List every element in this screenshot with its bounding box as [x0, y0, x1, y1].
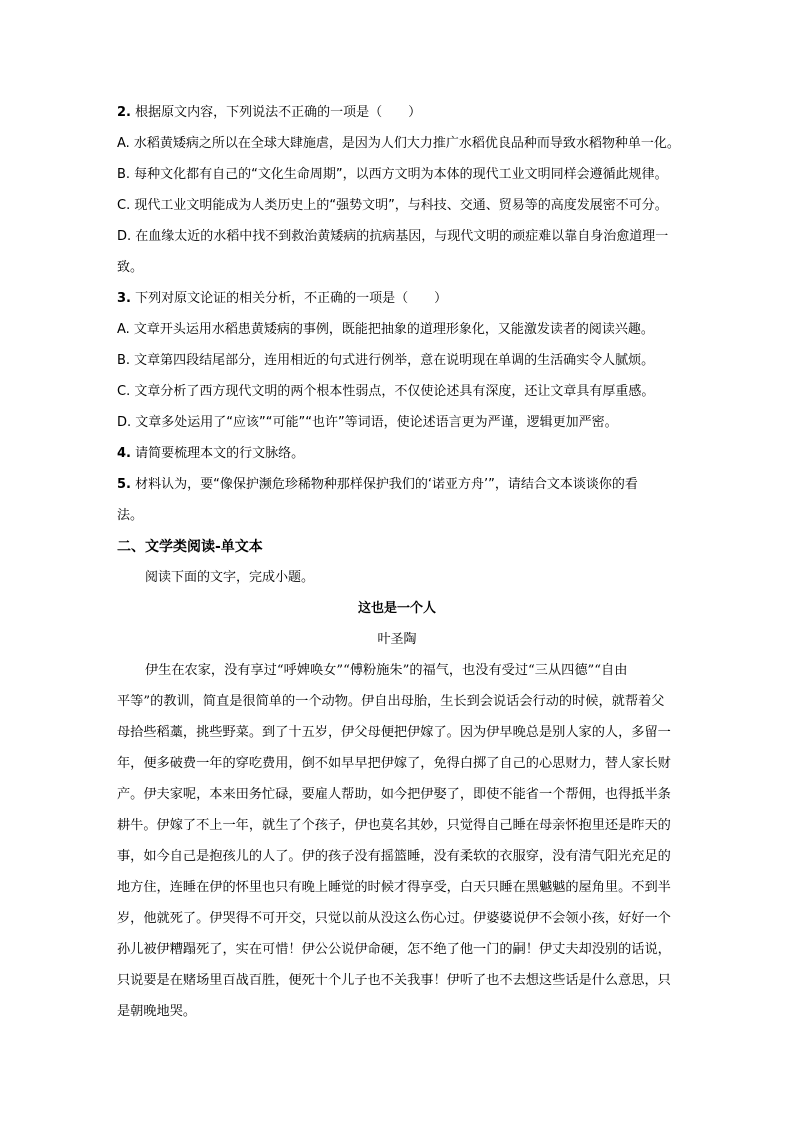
q5-stem-line2: 法。 [117, 508, 144, 523]
section-instruction: 阅读下面的文字，完成小题。 [145, 570, 315, 585]
q2-option-d-line1: D. 在血缘太近的水稻中找不到救治黄矮病的抗病基因，与现代文明的顽症难以靠自身治愈道理一 [117, 229, 669, 244]
story-line: 母拾些稻藁，挑些野菜。到了十五岁，伊父母便把伊嫁了。因为伊早晚总是别人家的人，多留一 [117, 725, 671, 740]
story-line: 平等”的教训，简直是很简单的一个动物。伊自出母胎，生长到会说话会行动的时候，就帮着父 [117, 694, 665, 709]
story-line: 只说要是在赌场里百战百胜，便死十个儿子也不关我事！伊听了也不去想这些话是什么意思，只 [117, 973, 671, 988]
q3-option-a: A. 文章开头运用水稻患黄矮病的事例，既能把抽象的道理形象化，又能激发读者的阅读兴趣。 [117, 322, 654, 337]
story-line: 产。伊夫家呢，本来田务忙碌，要雇人帮助，如今把伊娶了，即使不能省一个帮佣，也得抵半条 [117, 787, 671, 802]
q3-stem: 3. 下列对原文论证的相关分析，不正确的一项是（ ） [117, 291, 448, 306]
story-title: 这也是一个人 [357, 601, 436, 616]
q5-stem-line1: 5. 材料认为，要“像保护濒危珍稀物种那样保护我们的‘诺亚方舟’”，请结合文本谈谈你的看 [117, 477, 638, 492]
story-line: 伊生在农家，没有享过“呼婢唤女”“傅粉施朱”的福气，也没有受过“三从四德”“自由 [145, 663, 628, 678]
q2-option-c: C. 现代工业文明能成为人类历史上的“强势文明”，与科技、交通、贸易等的高度发展密不可分。 [117, 198, 668, 213]
q3-option-b: B. 文章第四段结尾部分，连用相近的句式进行例举，意在说明现在单调的生活确实令人腻烦。 [117, 353, 655, 368]
story-line: 是朝晚地哭。 [117, 1004, 197, 1019]
section-heading: 二、文学类阅读-单文本 [117, 539, 263, 555]
story-line: 岁，他就死了。伊哭得不可开交，只觉以前从没这么伤心过。伊婆婆说伊不会领小孩，好好一个 [117, 911, 671, 926]
q2-option-d-line2: 致。 [117, 260, 144, 275]
q3-option-d: D. 文章多处运用了“应该”“可能”“也许”等词语，使论述语言更为严谨，逻辑更加严密。 [117, 415, 618, 430]
q4-stem: 4. 请简要梳理本文的行文脉络。 [117, 446, 305, 461]
story-line: 事，如今自己是抱孩儿的人了。伊的孩子没有摇篮睡，没有柔软的衣服穿，没有清气阳光充足的 [117, 849, 671, 864]
story-author: 叶圣陶 [377, 632, 417, 647]
q2-option-a: A. 水稻黄矮病之所以在全球大肆施虐，是因为人们大力推广水稻优良品种而导致水稻物种单一化。 [117, 136, 680, 151]
story-line: 地方住，连睡在伊的怀里也只有晚上睡觉的时候才得享受，白天只睡在黑魆魆的屋角里。不到半 [117, 880, 671, 895]
story-line: 年，便多破费一年的穿吃费用，倒不如早早把伊嫁了，免得白掷了自己的心思财力，替人家长财 [117, 756, 671, 771]
q2-option-b: B. 每种文化都有自己的“文化生命周期”，以西方文明为本体的现代工业文明同样会遵循此规律。 [117, 167, 668, 182]
q3-option-c: C. 文章分析了西方现代文明的两个根本性弱点，不仅使论述具有深度，还让文章具有厚重感。 [117, 384, 655, 399]
story-line: 孙儿被伊糟蹋死了，实在可惜！伊公公说伊命硬，怎不绝了他一门的嗣！伊丈夫却没别的话说， [117, 942, 671, 957]
q2-stem: 2. 根据原文内容，下列说法不正确的一项是（ ） [117, 105, 422, 120]
story-line: 耕牛。伊嫁了不上一年，就生了个孩子，伊也莫名其妙，只觉得自己睡在母亲怀抱里还是昨天的 [117, 818, 671, 833]
